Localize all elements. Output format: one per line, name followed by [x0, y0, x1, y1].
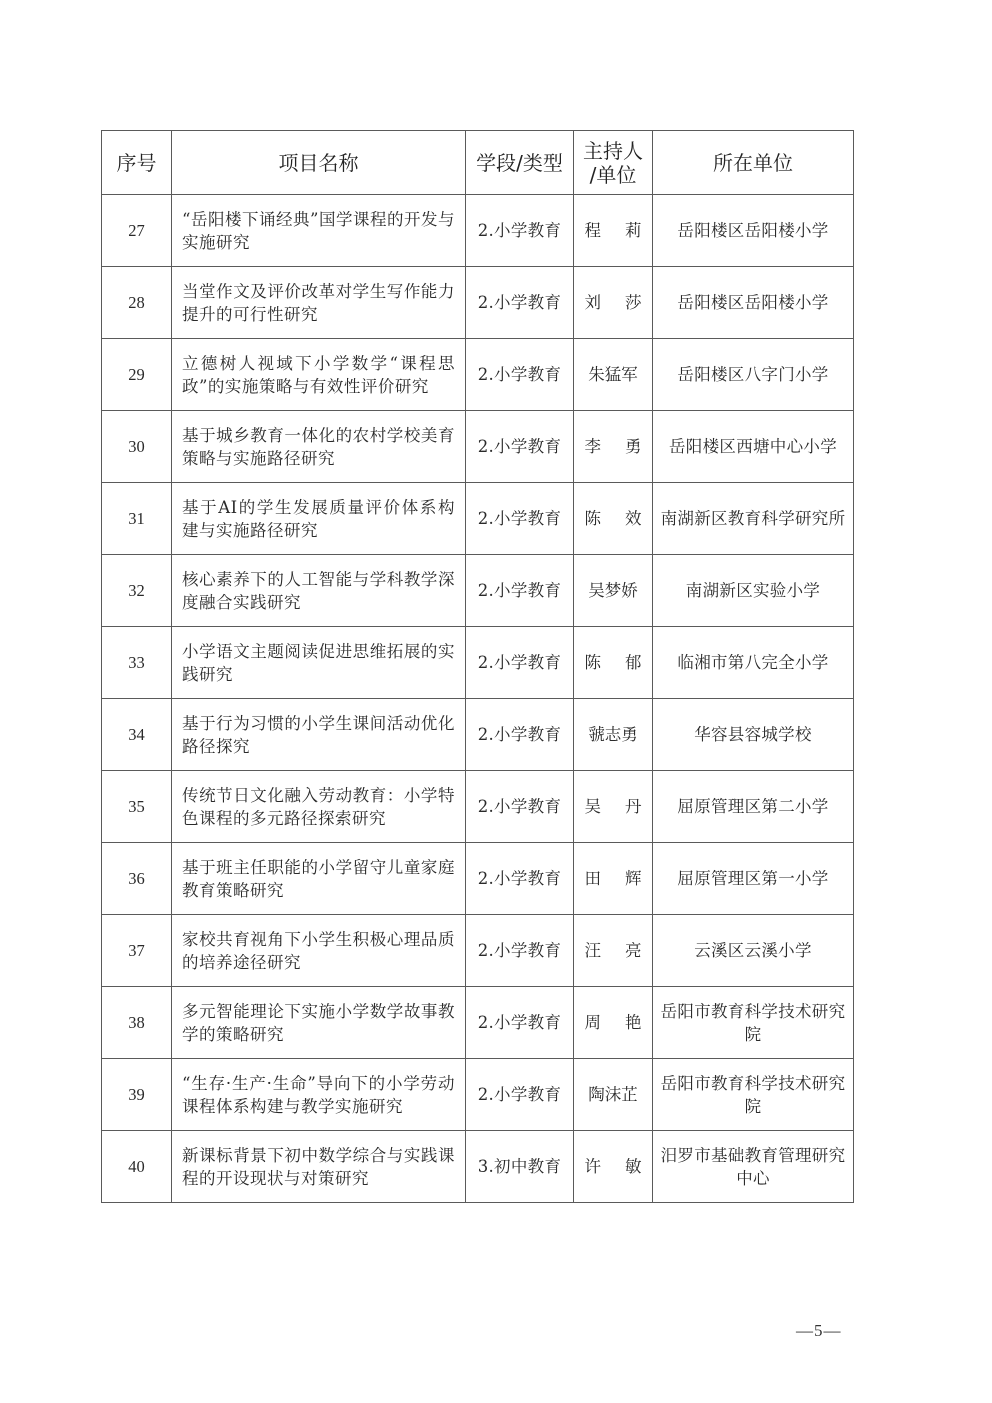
cell-unit: 南湖新区教育科学研究所: [653, 483, 854, 555]
cell-unit: 岳阳市教育科学技术研究院: [653, 1059, 854, 1131]
cell-host: 周 艳: [574, 987, 653, 1059]
header-stage: 学段/类型: [466, 131, 574, 195]
cell-stage: 2.小学教育: [466, 195, 574, 267]
table-row: [102, 555, 854, 627]
table-row: [102, 267, 854, 339]
cell-num: 40: [102, 1131, 172, 1203]
cell-project-name: 核心素养下的人工智能与学科教学深度融合实践研究: [172, 555, 466, 627]
cell-num: 28: [102, 267, 172, 339]
cell-num: 29: [102, 339, 172, 411]
header-host: [574, 131, 653, 195]
cell-project-name: 基于城乡教育一体化的农村学校美育策略与实施路径研究: [172, 411, 466, 483]
cell-project-name: 基于班主任职能的小学留守儿童家庭教育策略研究: [172, 843, 466, 915]
table-row: [102, 483, 854, 555]
cell-host: 李 勇: [574, 411, 653, 483]
cell-unit: 云溪区云溪小学: [653, 915, 854, 987]
cell-stage: 2.小学教育: [466, 843, 574, 915]
cell-stage: 2.小学教育: [466, 1059, 574, 1131]
cell-project-name: “生存·生产·生命”导向下的小学劳动课程体系构建与教学实施研究: [172, 1059, 466, 1131]
cell-stage: 2.小学教育: [466, 411, 574, 483]
table-row: [102, 915, 854, 987]
project-table: [101, 130, 854, 1203]
cell-project-name: 新课标背景下初中数学综合与实践课程的开设现状与对策研究: [172, 1131, 466, 1203]
cell-num: 37: [102, 915, 172, 987]
cell-host: 虢志勇: [574, 699, 653, 771]
cell-host: 许 敏: [574, 1131, 653, 1203]
cell-unit: 岳阳楼区岳阳楼小学: [653, 195, 854, 267]
cell-project-name: 家校共育视角下小学生积极心理品质的培养途径研究: [172, 915, 466, 987]
table-row: [102, 771, 854, 843]
table-body: [102, 195, 854, 1203]
cell-num: 33: [102, 627, 172, 699]
cell-stage: 2.小学教育: [466, 699, 574, 771]
cell-unit: 屈原管理区第一小学: [653, 843, 854, 915]
cell-host: 程 莉: [574, 195, 653, 267]
cell-unit: 屈原管理区第二小学: [653, 771, 854, 843]
cell-host: 陶沫芷: [574, 1059, 653, 1131]
table-row: [102, 195, 854, 267]
cell-host: 吴 丹: [574, 771, 653, 843]
cell-project-name: 当堂作文及评价改革对学生写作能力提升的可行性研究: [172, 267, 466, 339]
cell-stage: 2.小学教育: [466, 915, 574, 987]
cell-num: 35: [102, 771, 172, 843]
cell-host: 刘 莎: [574, 267, 653, 339]
table-row: [102, 987, 854, 1059]
cell-stage: 2.小学教育: [466, 627, 574, 699]
cell-stage: 2.小学教育: [466, 339, 574, 411]
cell-num: 34: [102, 699, 172, 771]
cell-host: 陈 郁: [574, 627, 653, 699]
cell-unit: 汨罗市基础教育管理研究中心: [653, 1131, 854, 1203]
header-num: 序号: [102, 131, 172, 195]
cell-num: 38: [102, 987, 172, 1059]
header-unit: 所在单位: [653, 131, 854, 195]
cell-unit: 临湘市第八完全小学: [653, 627, 854, 699]
cell-unit: 华容县容城学校: [653, 699, 854, 771]
cell-num: 32: [102, 555, 172, 627]
cell-host: 朱猛军: [574, 339, 653, 411]
cell-host: 田 辉: [574, 843, 653, 915]
table-row: [102, 627, 854, 699]
page-number: —5—: [796, 1321, 842, 1340]
table-row: [102, 843, 854, 915]
cell-unit: 岳阳楼区八字门小学: [653, 339, 854, 411]
cell-num: 39: [102, 1059, 172, 1131]
cell-unit: 南湖新区实验小学: [653, 555, 854, 627]
header-host-line2: /单位: [589, 162, 637, 187]
table-row: [102, 1059, 854, 1131]
cell-num: 31: [102, 483, 172, 555]
table-row: [102, 699, 854, 771]
table-row: [102, 339, 854, 411]
cell-stage: 2.小学教育: [466, 987, 574, 1059]
cell-host: 汪 亮: [574, 915, 653, 987]
cell-num: 27: [102, 195, 172, 267]
cell-project-name: 小学语文主题阅读促进思维拓展的实践研究: [172, 627, 466, 699]
cell-stage: 2.小学教育: [466, 771, 574, 843]
table-row: [102, 411, 854, 483]
cell-project-name: 立德树人视域下小学数学“课程思政”的实施策略与有效性评价研究: [172, 339, 466, 411]
cell-host: 吴梦娇: [574, 555, 653, 627]
cell-host: 陈 效: [574, 483, 653, 555]
cell-project-name: “岳阳楼下诵经典”国学课程的开发与实施研究: [172, 195, 466, 267]
cell-stage: 2.小学教育: [466, 267, 574, 339]
cell-project-name: 传统节日文化融入劳动教育：小学特色课程的多元路径探索研究: [172, 771, 466, 843]
cell-stage: 2.小学教育: [466, 483, 574, 555]
cell-project-name: 基于行为习惯的小学生课间活动优化路径探究: [172, 699, 466, 771]
cell-unit: 岳阳市教育科学技术研究院: [653, 987, 854, 1059]
header-host-line1: 主持人: [583, 138, 643, 163]
cell-stage: 2.小学教育: [466, 555, 574, 627]
cell-num: 30: [102, 411, 172, 483]
table-header-row: [102, 131, 854, 195]
cell-project-name: 多元智能理论下实施小学数学故事教学的策略研究: [172, 987, 466, 1059]
cell-num: 36: [102, 843, 172, 915]
cell-stage: 3.初中教育: [466, 1131, 574, 1203]
table-row: [102, 1131, 854, 1203]
cell-unit: 岳阳楼区岳阳楼小学: [653, 267, 854, 339]
header-name: 项目名称: [172, 131, 466, 195]
cell-project-name: 基于AI的学生发展质量评价体系构建与实施路径研究: [172, 483, 466, 555]
cell-unit: 岳阳楼区西塘中心小学: [653, 411, 854, 483]
